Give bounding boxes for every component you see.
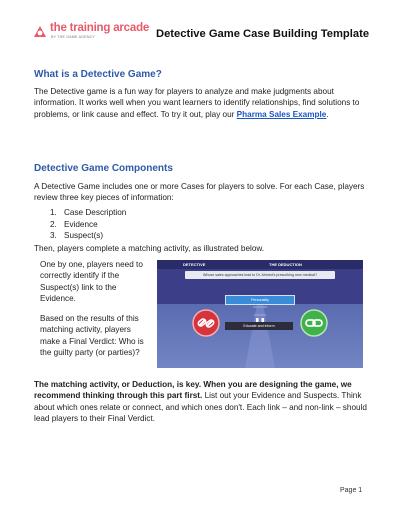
section-heading-what-is: What is a Detective Game? — [34, 69, 162, 80]
arcade-logo-icon — [32, 24, 48, 40]
list-item: 1. Case Description — [50, 208, 127, 217]
side-paragraph-1: One by one, players need to correctly identify if the Suspect(s) link to the Evidence. — [40, 260, 143, 303]
section-heading-components: Detective Game Components — [34, 163, 173, 174]
screenshot-heading: THE DEDUCTION — [269, 262, 302, 267]
side-paragraph-2: Based on the results of this matching activity, players make a Final Verdict: Who is the guilty party (or parties)? — [40, 314, 144, 357]
link-icon[interactable] — [301, 310, 327, 336]
deduction-paragraph: The matching activity, or Deduction, is key. When you are designing the game, we recommend thinking through this part first. List out your Evidence and Suspects. Think about which ones relate or connect, and which ones don't. Each link – and non-link – should lead players to their Final Verdict. — [34, 380, 367, 423]
logo-subtext: BY THE GAME AGENCY — [51, 35, 96, 39]
components-list — [50, 207, 126, 242]
screenshot-question: Whose sales approaches lead to Dr. Ahmed's prescribing new medical? — [185, 271, 335, 279]
suspect-card[interactable]: Personality — [225, 295, 295, 305]
list-item: 3. Suspect(s) — [50, 231, 104, 240]
components-intro: A Detective Game includes one or more Cases for players to solve. For each Case, players review three key pieces of information: — [34, 182, 365, 203]
page-number: Page 1 — [340, 487, 363, 494]
list-item: 2. Evidence — [50, 219, 98, 229]
screenshot-brand: DETECTIVE — [183, 262, 206, 267]
evidence-card[interactable]: Educate and inform — [225, 322, 293, 330]
document-title: Detective Game Case Building Template — [156, 28, 370, 40]
matching-intro: Then, players complete a matching activity, as illustrated below. — [34, 244, 265, 253]
logo — [32, 22, 152, 44]
deduction-screenshot — [157, 260, 363, 368]
pharma-sales-example-link[interactable]: Pharma Sales Example — [236, 109, 327, 119]
intro-paragraph: The Detective game is a fun way for players to analyze and make judgments about information. It works well when you want learners to identify relationships, find solutions to problems, or link cause and effect. To try it out, play our Pharma Sales Example. — [34, 87, 360, 119]
broken-link-icon[interactable] — [193, 310, 219, 336]
logo-text: the training arcade — [50, 22, 150, 34]
